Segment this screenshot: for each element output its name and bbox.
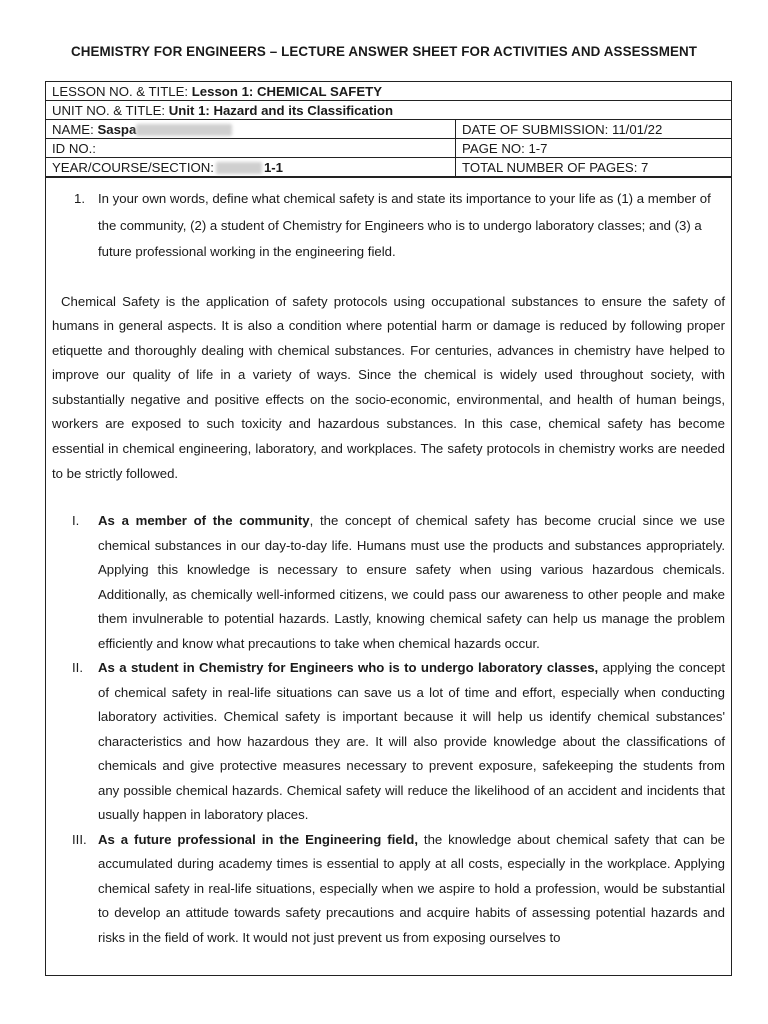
- list-heading: As a future professional in the Engineering field,: [98, 831, 418, 847]
- lesson-value: Lesson 1: CHEMICAL SAFETY: [191, 83, 382, 99]
- answer-body: [46, 177, 731, 975]
- unit-label: UNIT NO. & TITLE:: [52, 102, 169, 118]
- question-text: In your own words, define what chemical safety is and state its importance to your life as (1) a member of the community, (2) a student of Chemistry for Engineers who is to undergo laboratory classes; and (3) a future professional working in the engineering field.: [98, 191, 711, 259]
- year-value: 1-1: [263, 159, 284, 175]
- question-item: [52, 186, 725, 266]
- lesson-label: LESSON NO. & TITLE:: [52, 83, 192, 99]
- list-numeral: I.: [72, 513, 80, 529]
- redacted-course: [216, 162, 262, 174]
- list-heading: As a student in Chemistry for Engineers who is to undergo laboratory classes,: [98, 660, 599, 676]
- unit-row: [46, 101, 731, 120]
- year-label: YEAR/COURSE/SECTION:: [52, 159, 214, 175]
- list-text: , the concept of chemical safety has become crucial since we use chemical substances in our day-to-day life. Humans must use the products and substances appropriately. Applying this knowledge is necessary to ensure safety when using various hazardous chemicals. Additionally, as chemically well-informed citizens, we could pass our awareness to other people and make them invulnerable to potential hazards. Lastly, knowing chemical safety can help us manage the problem efficiently and know what precautions to take when chemical hazards occur.: [98, 513, 725, 651]
- redacted-name: [136, 124, 232, 136]
- list-item: [52, 656, 725, 828]
- answer-paragraph: Chemical Safety is the application of safety protocols using occupational substances to ensure the safety of humans in general aspects. It is also a condition where potential harm or damage is reduced by following proper etiquette and thoroughly dealing with chemical substances. For centuries, advances in chemistry have helped to improve our quality of life in a variety of ways. Since the chemical is widely used throughout society, with substantially negative and positive effects on the socio-economic, environmental, and health of human beings, workers are exposed to such toxicity and hazardous substances. In this case, chemical safety has become essential in chemical engineering, laboratory, and workplaces. The safety protocols in chemistry works are needed to be strictly followed.: [52, 293, 725, 481]
- list-text: applying the concept of chemical safety in real-life situations can save us a lot of time and effort, especially when conducting laboratory activities. Chemical safety is important because it will help us identify chemical substances' characteristics and how hazardous they are. It will also provide knowledge about the classifications of chemicals and give protective measures necessary to prevent exposure, safekeeping the students from any possible chemical hazards. Chemical safety will reduce the likelihood of an accident and incidents that usually happen in laboratory places.: [98, 660, 725, 823]
- answer-sheet-frame: [45, 81, 732, 976]
- document-title: CHEMISTRY FOR ENGINEERS – LECTURE ANSWER SHEET FOR ACTIVITIES AND ASSESSMENT: [70, 44, 698, 59]
- name-row: [46, 120, 731, 139]
- importance-list: [52, 509, 725, 950]
- list-numeral: III.: [72, 831, 87, 847]
- id-no: ID NO.:: [46, 139, 456, 158]
- list-heading: As a member of the community: [98, 513, 310, 529]
- name-label: NAME:: [52, 121, 98, 137]
- page-no: PAGE NO: 1-7: [456, 139, 732, 158]
- list-item: [52, 509, 725, 656]
- info-table: [46, 82, 731, 177]
- id-row: [46, 139, 731, 158]
- list-numeral: II.: [72, 660, 83, 676]
- lesson-row: [46, 82, 731, 101]
- question-number: 1.: [74, 191, 85, 206]
- list-text: the knowledge about chemical safety that can be accumulated during academy times is essential to apply at all costs, especially in the workplace. Applying chemical safety in real-life situations, especially when we aspire to hold a profession, would be substantial to develop an attitude towards safety precautions and acquire habits of assessing potential hazards and risks in the field of work. It would not just prevent us from exposing ourselves to: [98, 831, 725, 945]
- list-item: [52, 828, 725, 951]
- name-value: Saspa: [97, 121, 137, 137]
- year-row: [46, 158, 731, 177]
- date-of-submission: DATE OF SUBMISSION: 11/01/22: [456, 120, 732, 139]
- unit-value: Unit 1: Hazard and its Classification: [168, 102, 393, 118]
- total-pages: TOTAL NUMBER OF PAGES: 7: [456, 158, 732, 177]
